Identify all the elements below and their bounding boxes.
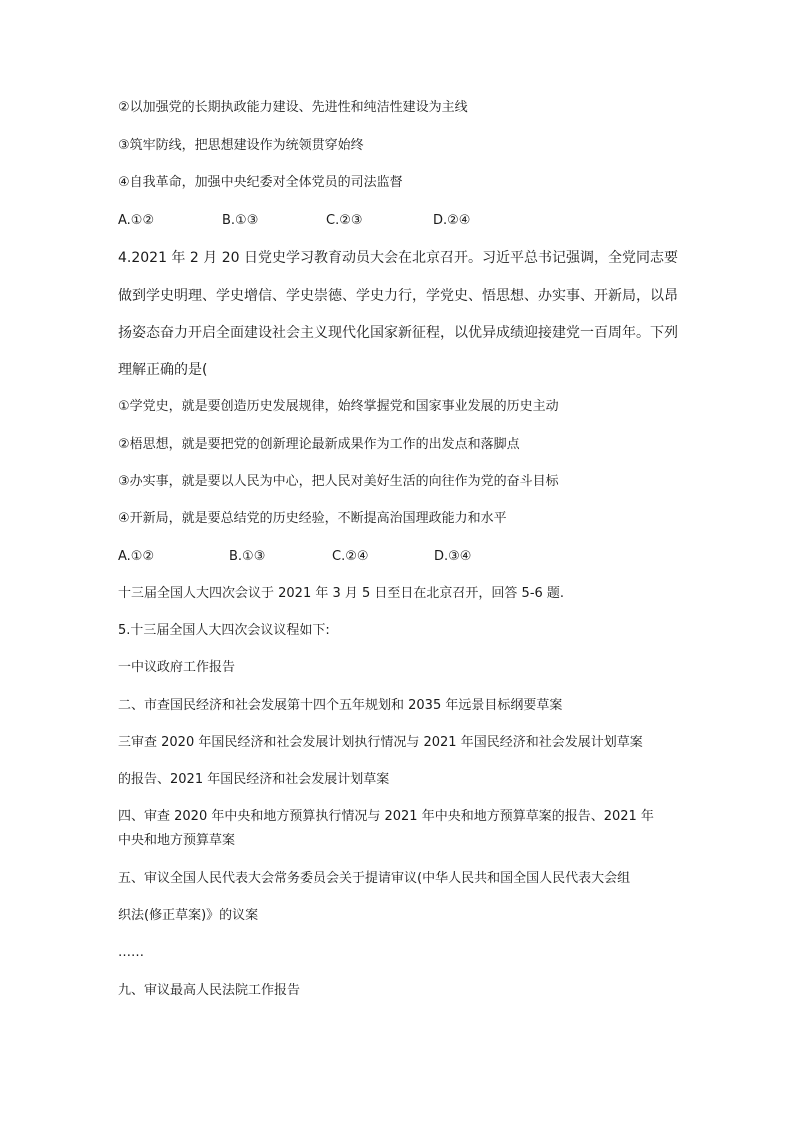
q4-stem-line-2: 做到学史明理、学史增信、学史崇德、学史力行，学党史、悟思想、办实事、开新局，以昂 (118, 288, 678, 304)
q4-choice-d: D.③④ (434, 549, 472, 564)
q5-ellipsis: …… (118, 945, 144, 960)
q5-agenda-item-4-line-1: 四、审查 2020 年中央和地方预算执行情况与 2021 年中央和地方预算草案的报告、2021 年 (118, 809, 654, 824)
q4-option-4: ④开新局，就是要总结党的历史经验，不断提高治国理政能力和水平 (118, 511, 507, 526)
q5-agenda-item-5-line-1: 五、审议全国人民代表大会常务委员会关于提请审议(中华人民共和国全国人民代表大会组 (118, 871, 631, 886)
q5-agenda-item-1: 一中议政府工作报告 (118, 660, 236, 675)
q3-option-4: ④自我革命，加强中央纪委对全体党员的司法监督 (118, 175, 403, 190)
q5-stem: 5.十三届全国人大四次会议议程如下: (118, 623, 330, 638)
intro-questions-5-6: 十三届全国人大四次会议于 2021 年 3 月 5 日至日在北京召开，回答 5-6 题. (118, 586, 565, 601)
q5-agenda-item-9: 九、审议最高人民法院工作报告 (118, 983, 301, 998)
q5-agenda-item-5-line-2: 织法(修正草案)》的议案 (118, 908, 259, 923)
q5-agenda-item-4-line-2: 中央和地方预算草案 (118, 833, 236, 848)
q3-option-3: ③筑牢防线，把思想建设作为统领贯穿始终 (118, 138, 364, 153)
q4-choice-a: A.①② (118, 549, 155, 564)
q4-choice-c: C.②④ (332, 549, 369, 564)
q3-choice-a: A.①② (118, 213, 155, 228)
q3-choice-c: C.②③ (326, 213, 363, 228)
q5-agenda-item-3-line-2: 的报告、2021 年国民经济和社会发展计划草案 (118, 772, 390, 787)
q4-option-3: ③办实事，就是要以人民为中心，把人民对美好生活的向往作为党的奋斗目标 (118, 474, 559, 489)
q4-option-2: ②梧思想，就是要把党的创新理论最新成果作为工作的出发点和落脚点 (118, 437, 520, 452)
q5-agenda-item-3-line-1: 三审查 2020 年国民经济和社会发展计划执行情况与 2021 年国民经济和社会发展计划草案 (118, 735, 643, 750)
q3-option-2: ②以加强党的长期执政能力建设、先进性和纯洁性建设为主线 (118, 100, 468, 115)
q3-choice-d: D.②④ (433, 213, 471, 228)
q4-stem-line-3: 扬姿态奋力开启全面建设社会主义现代化国家新征程，以优异成绩迎接建党一百周年。下列 (118, 325, 678, 341)
q4-stem-line-1: 4.2021 年 2 月 20 日党史学习教育动员大会在北京召开。习近平总书记强调，全党同志要 (118, 250, 678, 266)
q5-agenda-item-2: 二、市查国民经济和社会发展第十四个五年规划和 2035 年远景目标纲要草案 (118, 698, 563, 713)
q3-choice-b: B.①③ (222, 213, 259, 228)
q4-choice-b: B.①③ (229, 549, 266, 564)
q4-stem-line-4: 理解正确的是( (118, 362, 208, 378)
q4-option-1: ①学党史，就是要创造历史发展规律，始终掌握党和国家事业发展的历史主动 (118, 399, 559, 414)
